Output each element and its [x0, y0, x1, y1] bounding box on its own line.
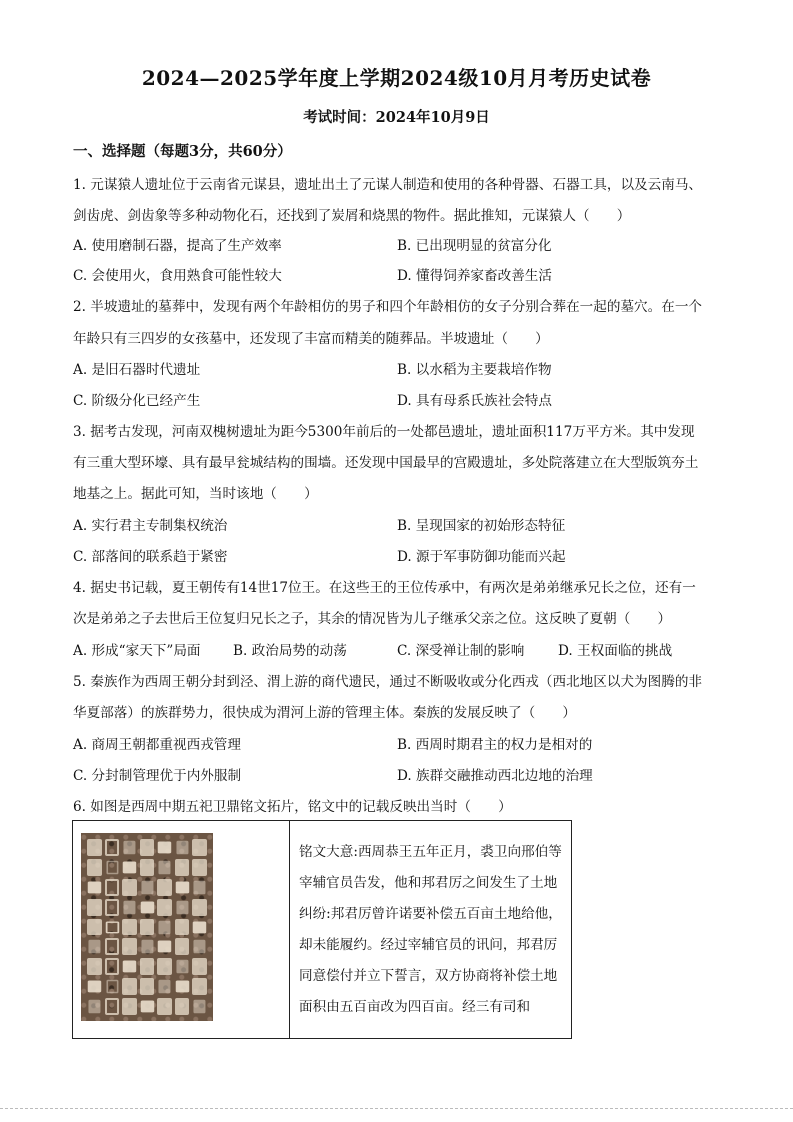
- table-divider: [289, 821, 290, 1038]
- exam-time: 考试时间：2024年10月9日: [303, 109, 490, 126]
- question-2-option-a: A. 是旧石器时代遗址: [73, 362, 201, 378]
- question-1-option-a: A. 使用磨制石器，提高了生产效率: [73, 238, 282, 254]
- question-4-option-d: D. 王权面临的挑战: [558, 643, 673, 659]
- question-3-stem-line1: 3. 据考古发现，河南双槐树遗址为距今5300年前后的一处都邑遗址，遗址面积117万平方米。其中发现: [73, 424, 695, 440]
- question-4-stem-line2: 次是弟弟之子去世后王位复归兄长之子，其余的情况皆为儿子继承父亲之位。这反映了夏朝（ ）: [73, 611, 672, 627]
- question-2-option-d: D. 具有母系氏族社会特点: [397, 393, 552, 409]
- inscription-summary-text: 铭文大意:西周恭王五年正月，裘卫向邢伯等宰辅官员告发，他和邦君厉之间发生了土地纠纷:邦君厉曾许诺要补偿五百亩土地给他，却未能履约。经过宰辅官员的讯问，邦君厉同意偿付并立下誓言，双方协商将补偿土地面积由五百亩改为四百亩。经三有司和: [299, 844, 562, 1015]
- question-3-option-a: A. 实行君主专制集权统治: [73, 518, 228, 534]
- question-3-option-b: B. 呈现国家的初始形态特征: [397, 518, 566, 534]
- question-1-option-d: D. 懂得饲养家畜改善生活: [397, 268, 552, 284]
- question-2-option-b: B. 以水稻为主要栽培作物: [397, 362, 552, 378]
- question-2-stem-line2: 年龄只有三四岁的女孩墓中，还发现了丰富而精美的随葬品。半坡遗址（ ）: [73, 331, 549, 347]
- question-6-stem-line1: 6. 如图是西周中期五祀卫鼎铭文拓片，铭文中的记载反映出当时（ ）: [73, 799, 512, 815]
- question-5-option-b: B. 西周时期君主的权力是相对的: [397, 737, 593, 753]
- question-4-stem-line1: 4. 据史书记载，夏王朝传有14世17位王。在这些王的王位传承中，有两次是弟弟继承兄长之位，还有一: [73, 580, 696, 596]
- question-4-option-a: A. 形成“家天下”局面: [73, 643, 201, 659]
- question-4-option-b: B. 政治局势的动荡: [233, 643, 347, 659]
- section-heading: 一、选择题（每题3分，共60分）: [73, 143, 292, 160]
- question-2-stem-line1: 2. 半坡遗址的墓葬中，发现有两个年龄相仿的男子和四个年龄相仿的女子分别合葬在一起的墓穴。在一个: [73, 299, 703, 315]
- question-4-option-c: C. 深受禅让制的影响: [397, 643, 525, 659]
- question-5-stem-line1: 5. 秦族作为西周王朝分封到泾、渭上游的商代遗民，通过不断吸收或分化西戎（西北地区以犬为图腾的非: [73, 674, 703, 690]
- question-1-stem-line1: 1. 元谋猿人遗址位于云南省元谋县，遗址出土了元谋人制造和使用的各种骨器、石器工具，以及云南马、: [73, 177, 703, 193]
- question-5-option-a: A. 商周王朝都重视西戎管理: [73, 737, 241, 753]
- question-6-material-table: [72, 820, 572, 1039]
- exam-title: 2024—2025学年度上学期2024级10月月考历史试卷: [141, 66, 652, 90]
- question-5-option-d: D. 族群交融推动西北边地的治理: [397, 768, 593, 784]
- question-3-stem-line3: 地基之上。据此可知，当时该地（ ）: [73, 486, 318, 502]
- question-1-stem-line2: 剑齿虎、剑齿象等多种动物化石，还找到了炭屑和烧黑的物件。据此推知，元谋猿人（ ）: [73, 208, 631, 224]
- question-1-option-c: C. 会使用火，食用熟食可能性较大: [73, 268, 282, 284]
- question-1-option-b: B. 已出现明显的贫富分化: [397, 238, 552, 254]
- question-3-option-c: C. 部落间的联系趋于紧密: [73, 549, 228, 565]
- question-2-option-c: C. 阶级分化已经产生: [73, 393, 201, 409]
- question-5-option-c: C. 分封制管理优于内外服制: [73, 768, 242, 784]
- question-5-stem-line2: 华夏部落）的族群势力，很快成为渭河上游的管理主体。秦族的发展反映了（ ）: [73, 705, 576, 721]
- page-footer-rule: [0, 1108, 793, 1109]
- bronze-inscription-rubbing-image: [81, 833, 213, 1021]
- question-3-option-d: D. 源于军事防御功能而兴起: [397, 549, 566, 565]
- question-3-stem-line2: 有三重大型环壕、具有最早瓮城结构的围墙。还发现中国最早的宫殿遗址，多处院落建立在大型版筑夯土: [73, 455, 699, 471]
